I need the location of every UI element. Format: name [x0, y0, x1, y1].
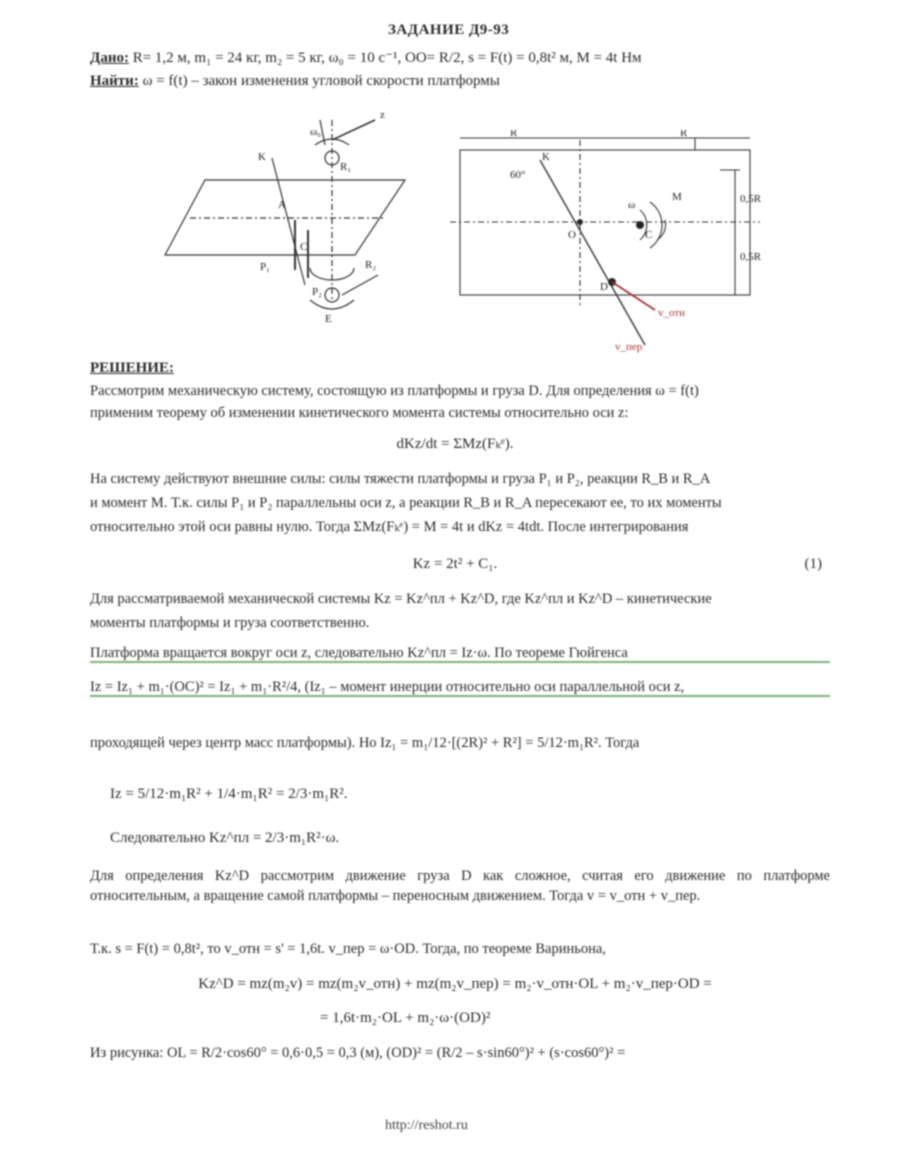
para-7: Т.к. s = F(t) = 0,8t², то v_отн = s' = 1,6t. v_пер = ω·OD. Тогда, по теореме Вариньона,	[90, 941, 606, 957]
find-text: ω = f(t) – закон изменения угловой скорости платформы	[142, 73, 500, 89]
para-6: Для определения Kz^D рассмотрим движение груза D как сложное, считая его движение по платформе относительным, а вращение самой платформы – переносным движением. Тогда v = v_отн + v_пер.	[90, 868, 830, 904]
svg-text:R₁: R₁	[340, 161, 352, 173]
para-3: Для рассматриваемой механической системы Kz = Kz^пл + Kz^D, где Kz^пл и Kz^D – кинетические	[90, 591, 712, 607]
para-8: Из рисунка: OL = R/2·cos60° = 0,6·0,5 = 0,3 (м), (OD)² = (R/2 – s·sin60°)² + (s·cos60°)² =	[90, 1045, 626, 1061]
para-3b: моменты платформы и груза соответственно.	[90, 615, 370, 631]
page-title: ЗАДАНИЕ Д9-93	[388, 22, 510, 38]
svg-text:E: E	[325, 313, 332, 325]
svg-text:P₁: P₁	[260, 261, 270, 273]
figure-right-plan-view	[440, 130, 780, 360]
svg-text:M: M	[672, 191, 682, 203]
given-text: R= 1,2 м, m₁ = 24 кг, m₂ = 5 кг, ω₀ = 10 с⁻¹, OO= R/2, s = F(t) = 0,8t² м, M = 4t Нм	[132, 50, 642, 66]
find-line	[90, 73, 500, 90]
equation-1: dKz/dt = ΣMz(Fₖᵉ).	[396, 436, 514, 452]
para-1: Рассмотрим механическую систему, состоящую из платформы и груза D. Для определения ω = f(t)	[90, 383, 699, 399]
svg-text:K: K	[542, 151, 550, 163]
para-4: Платформа вращается вокруг оси z, следовательно Kz^пл = Iz·ω. По теореме Гюйгенса	[90, 646, 830, 663]
svg-text:0,5R: 0,5R	[740, 251, 762, 263]
para-1b: применим теорему об изменении кинетического момента системы относительно оси z:	[90, 405, 629, 421]
para-5: Следовательно Kz^пл = 2/3·m₁R²·ω.	[110, 830, 340, 846]
equation-4: Kz^D = mz(m₂v) = mz(m₂v_отн) + mz(m₂v_пер) = m₂·v_отн·OL + m₂·v_пер·OD =	[198, 976, 712, 992]
svg-text:v_пер: v_пер	[615, 341, 643, 353]
svg-text:K: K	[258, 151, 266, 163]
given-line	[90, 48, 642, 67]
equation-3: Iz = 5/12·m₁R² + 1/4·m₁R² = 2/3·m₁R².	[110, 786, 348, 802]
svg-text:C: C	[645, 229, 653, 241]
para-4c: проходящей через центр масс платформы). Но Iz₁ = m₁/12·[(2R)² + R²] = 5/12·m₁R². Тогда	[90, 735, 640, 751]
label-omega0: ω₀	[310, 126, 322, 138]
svg-text:0,5R: 0,5R	[740, 193, 762, 205]
figure-left-3d-platform	[160, 100, 430, 330]
para-2: На систему действуют внешние силы: силы тяжести платформы и груза P₁ и P₂, реакции R_B и R_A	[90, 471, 711, 487]
svg-text:v_отн: v_отн	[658, 307, 686, 319]
equation-5: = 1,6t·m₂·OL + m₂·ω·(OD)²	[320, 1010, 491, 1026]
svg-text:C: C	[300, 241, 308, 253]
svg-text:60°: 60°	[510, 169, 526, 181]
svg-text:A: A	[278, 199, 286, 211]
given-label: Дано:	[90, 50, 129, 66]
footer-url: http://reshot.ru	[385, 1118, 468, 1133]
svg-text:O: O	[568, 229, 576, 241]
svg-text:D: D	[600, 281, 608, 293]
svg-text:ω: ω	[628, 199, 636, 211]
para-2c: относительно этой оси равны нулю. Тогда ΣMz(Fₖᵉ) = M = 4t и dKz = 4tdt. После интегрирования	[90, 519, 689, 535]
para-2b: и момент M. Т.к. силы P₁ и P₂ параллельны оси z, а реакции R_B и R_A пересекают ее, то их моменты	[90, 495, 722, 511]
para-4b: Iz = Iz₁ + m₁·(OC)² = Iz₁ + m₁·R²/4, (Iz₁ – момент инерции относительно оси параллельной оси z,	[90, 680, 830, 697]
svg-text:R: R	[680, 130, 688, 139]
svg-text:P₂: P₂	[312, 286, 322, 298]
find-label: Найти:	[90, 73, 139, 89]
solution-heading: РЕШЕНИЕ:	[90, 360, 174, 376]
svg-text:R: R	[510, 130, 518, 139]
equation-2: Kz = 2t² + C₁.	[412, 556, 498, 572]
equation-2-number: (1)	[804, 556, 822, 572]
svg-text:R₂: R₂	[365, 259, 377, 271]
svg-text:z: z	[380, 109, 385, 121]
